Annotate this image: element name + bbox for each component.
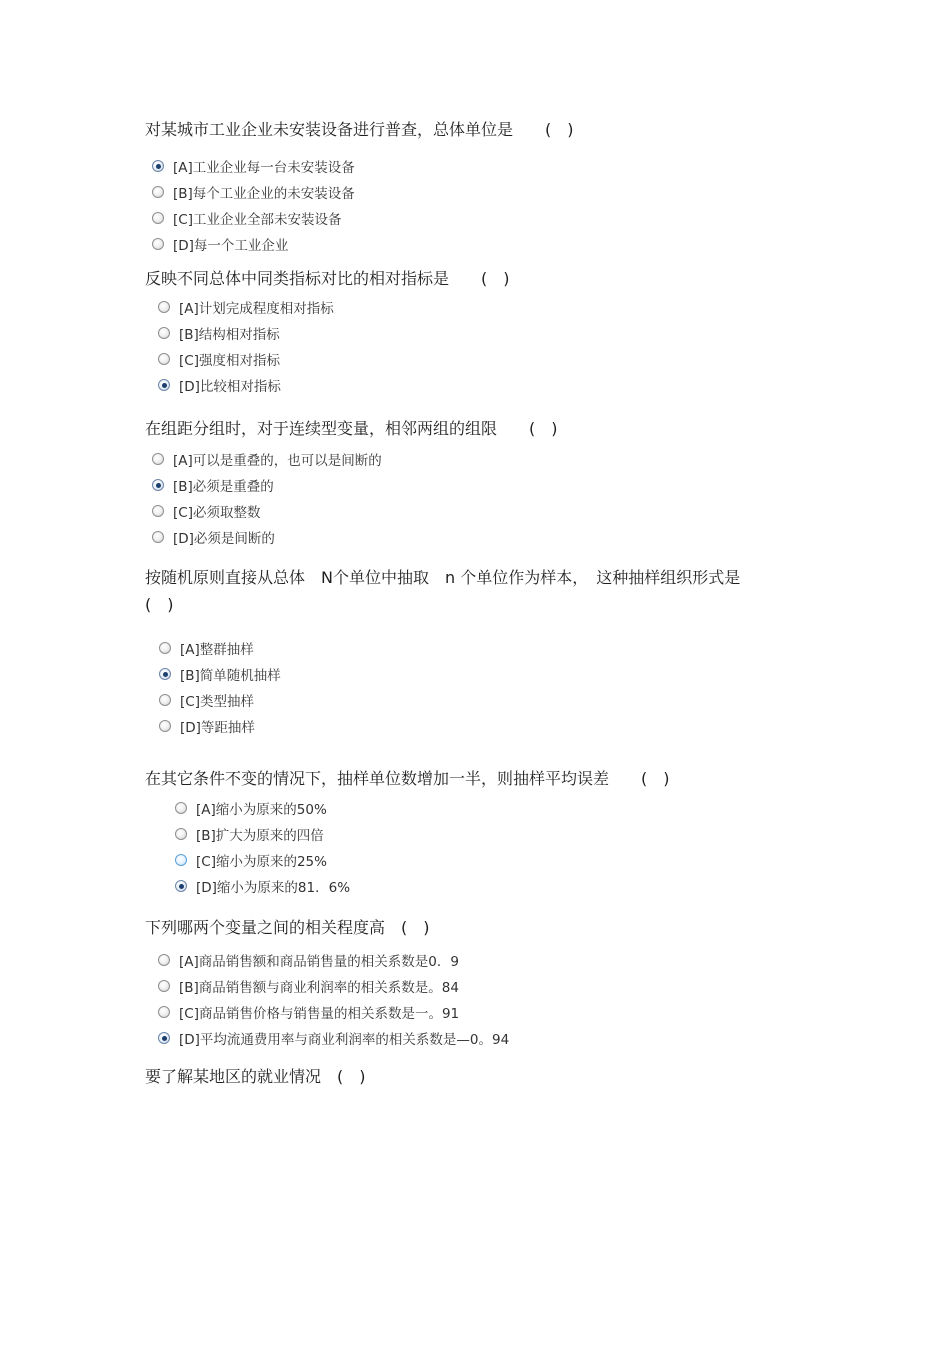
q3-option-a[interactable] <box>152 446 382 472</box>
question-3-options <box>152 446 382 550</box>
q2-option-a[interactable] <box>158 294 334 320</box>
q4-option-b[interactable] <box>159 661 281 687</box>
q5-option-c-label: [C]缩小为原来的25% <box>196 854 327 870</box>
q3-option-d[interactable] <box>152 524 382 550</box>
question-1-options <box>152 153 355 257</box>
q4-option-b-label: [B]简单随机抽样 <box>180 668 281 684</box>
q2-option-c[interactable] <box>158 346 334 372</box>
radio-icon[interactable] <box>152 453 164 465</box>
radio-hover-icon[interactable] <box>175 854 187 866</box>
question-2-options <box>158 294 334 398</box>
q2-option-c-label: [C]强度相对指标 <box>179 353 280 369</box>
radio-icon[interactable] <box>175 828 187 840</box>
radio-checked-icon[interactable] <box>152 479 164 491</box>
q5-option-b[interactable] <box>175 821 350 847</box>
radio-icon[interactable] <box>152 505 164 517</box>
q3-option-b[interactable] <box>152 472 382 498</box>
q3-option-d-label: [D]必须是间断的 <box>173 531 275 547</box>
radio-icon[interactable] <box>158 954 170 966</box>
radio-icon[interactable] <box>159 642 171 654</box>
radio-checked-icon[interactable] <box>158 1032 170 1044</box>
q5-option-b-label: [B]扩大为原来的四倍 <box>196 828 324 844</box>
q3-option-c-label: [C]必须取整数 <box>173 505 261 521</box>
q6-option-d-label: [D]平均流通费用率与商业利润率的相关系数是—0。94 <box>179 1032 510 1048</box>
q4-option-c[interactable] <box>159 687 281 713</box>
q3-option-b-label: [B]必须是重叠的 <box>173 479 274 495</box>
question-3-text: 在组距分组时，对于连续型变量，相邻两组的组限 ( ) <box>145 419 558 438</box>
radio-icon[interactable] <box>158 353 170 365</box>
q1-option-a-label: [A]工业企业每一台未安装设备 <box>173 160 355 176</box>
q1-option-d[interactable] <box>152 231 355 257</box>
radio-checked-icon[interactable] <box>152 160 164 172</box>
radio-icon[interactable] <box>159 694 171 706</box>
q2-option-b[interactable] <box>158 320 334 346</box>
q5-option-a[interactable] <box>175 795 350 821</box>
radio-checked-icon[interactable] <box>159 668 171 680</box>
radio-icon[interactable] <box>158 301 170 313</box>
q6-option-c[interactable] <box>158 999 509 1025</box>
radio-icon[interactable] <box>158 1006 170 1018</box>
q2-option-d[interactable] <box>158 372 334 398</box>
q3-option-a-label: [A]可以是重叠的，也可以是间断的 <box>173 453 382 469</box>
q6-option-b-label: [B]商品销售额与商业利润率的相关系数是。84 <box>179 980 459 996</box>
radio-icon[interactable] <box>152 186 164 198</box>
q5-option-d[interactable] <box>175 873 350 899</box>
q4-option-a[interactable] <box>159 635 281 661</box>
question-2-text: 反映不同总体中同类指标对比的相对指标是 ( ) <box>145 269 510 288</box>
q4-option-d-label: [D]等距抽样 <box>180 720 255 736</box>
q4-option-c-label: [C]类型抽样 <box>180 694 254 710</box>
question-4-bracket: ( ) <box>145 595 174 614</box>
q2-option-d-label: [D]比较相对指标 <box>179 379 281 395</box>
q1-option-c[interactable] <box>152 205 355 231</box>
radio-icon[interactable] <box>158 327 170 339</box>
question-4-options <box>159 635 281 739</box>
radio-icon[interactable] <box>152 238 164 250</box>
radio-icon[interactable] <box>152 212 164 224</box>
radio-checked-icon[interactable] <box>158 379 170 391</box>
q6-option-c-label: [C]商品销售价格与销售量的相关系数是一。91 <box>179 1006 460 1022</box>
q1-option-d-label: [D]每一个工业企业 <box>173 238 289 254</box>
q4-option-a-label: [A]整群抽样 <box>180 642 254 658</box>
question-6-text: 下列哪两个变量之间的相关程度高 ( ) <box>145 918 430 937</box>
radio-checked-icon[interactable] <box>175 880 187 892</box>
question-5-options <box>175 795 350 899</box>
question-6-options <box>158 947 509 1051</box>
q1-option-c-label: [C]工业企业全部未安装设备 <box>173 212 342 228</box>
radio-icon[interactable] <box>152 531 164 543</box>
q6-option-d[interactable] <box>158 1025 509 1051</box>
q6-option-b[interactable] <box>158 973 509 999</box>
q1-option-b[interactable] <box>152 179 355 205</box>
q5-option-a-label: [A]缩小为原来的50% <box>196 802 327 818</box>
radio-icon[interactable] <box>175 802 187 814</box>
q3-option-c[interactable] <box>152 498 382 524</box>
q1-option-b-label: [B]每个工业企业的未安装设备 <box>173 186 355 202</box>
question-7-text: 要了解某地区的就业情况 ( ) <box>145 1067 366 1086</box>
q6-option-a-label: [A]商品销售额和商品销售量的相关系数是0．9 <box>179 954 459 970</box>
question-5-text: 在其它条件不变的情况下，抽样单位数增加一半，则抽样平均误差 ( ) <box>145 769 670 788</box>
question-4-text: 按随机原则直接从总体 N个单位中抽取 n 个单位作为样本， 这种抽样组织形式是 <box>145 568 741 587</box>
q1-option-a[interactable] <box>152 153 355 179</box>
q5-option-d-label: [D]缩小为原来的81．6% <box>196 880 351 896</box>
radio-icon[interactable] <box>159 720 171 732</box>
radio-icon[interactable] <box>158 980 170 992</box>
q5-option-c[interactable] <box>175 847 350 873</box>
q6-option-a[interactable] <box>158 947 509 973</box>
q2-option-b-label: [B]结构相对指标 <box>179 327 280 343</box>
q2-option-a-label: [A]计划完成程度相对指标 <box>179 301 334 317</box>
q4-option-d[interactable] <box>159 713 281 739</box>
question-1-text: 对某城市工业企业未安装设备进行普查，总体单位是 ( ) <box>145 120 574 139</box>
